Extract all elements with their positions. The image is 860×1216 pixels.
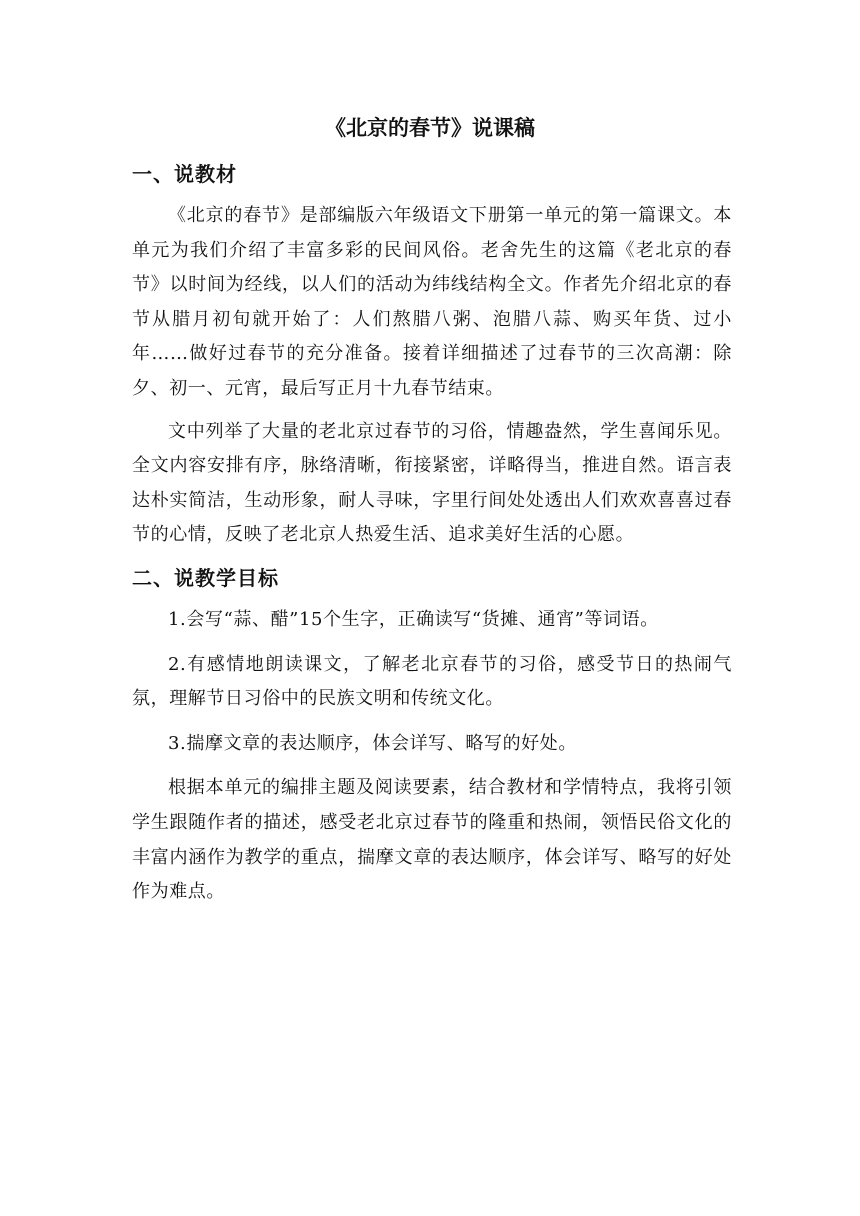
section-heading: 二、说教学目标	[132, 565, 279, 590]
goal-item: 3.揣摩文章的表达顺序，体会详写、略写的好处。	[168, 732, 577, 754]
section-textbook	[132, 157, 732, 553]
document-body	[132, 157, 732, 918]
goal-item: 2.有感情地朗读课文，了解老北京春节的习俗，感受节日的热闹气氛，理解节日习俗中的民族文明和传统文化。	[132, 653, 732, 710]
paragraph: 根据本单元的编排主题及阅读要素，结合教材和学情特点，我将引领学生跟随作者的描述，感受老北京过春节的隆重和热闹，领悟民俗文化的丰富内涵作为教学的重点，揣摩文章的表达顺序，体会详写、略写的好处作为难点。	[132, 777, 732, 903]
section-heading: 一、说教材	[132, 162, 237, 186]
document-title: 《北京的春节》说课稿	[325, 116, 535, 140]
paragraph: 《北京的春节》是部编版六年级语文下册第一单元的第一篇课文。本单元为我们介绍了丰富多彩的民间风俗。老舍先生的这篇《老北京的春节》以时间为经线，以人们的活动为纬线结构全文。作者先介绍北京的春节从腊月初旬就开始了：人们熬腊八粥、泡腊八蒜、购买年货、过小年……做好过春节的充分准备。接着详细描述了过春节的三次高潮：除夕、初一、元宵，最后写正月十九春节结束。	[132, 205, 732, 399]
section-teaching-goals	[132, 561, 732, 910]
paragraph: 文中列举了大量的老北京过春节的习俗，情趣盎然，学生喜闻乐见。全文内容安排有序，脉络清晰，衔接紧密，详略得当，推进自然。语言表达朴实简洁，生动形象，耐人寻味，字里行间处处透出人们欢欢喜喜过春节的心情，反映了老北京人热爱生活、追求美好生活的心愿。	[132, 420, 732, 546]
goal-item: 1.会写“蒜、醋”15个生字，正确读写“货摊、通宵”等词语。	[168, 608, 659, 630]
